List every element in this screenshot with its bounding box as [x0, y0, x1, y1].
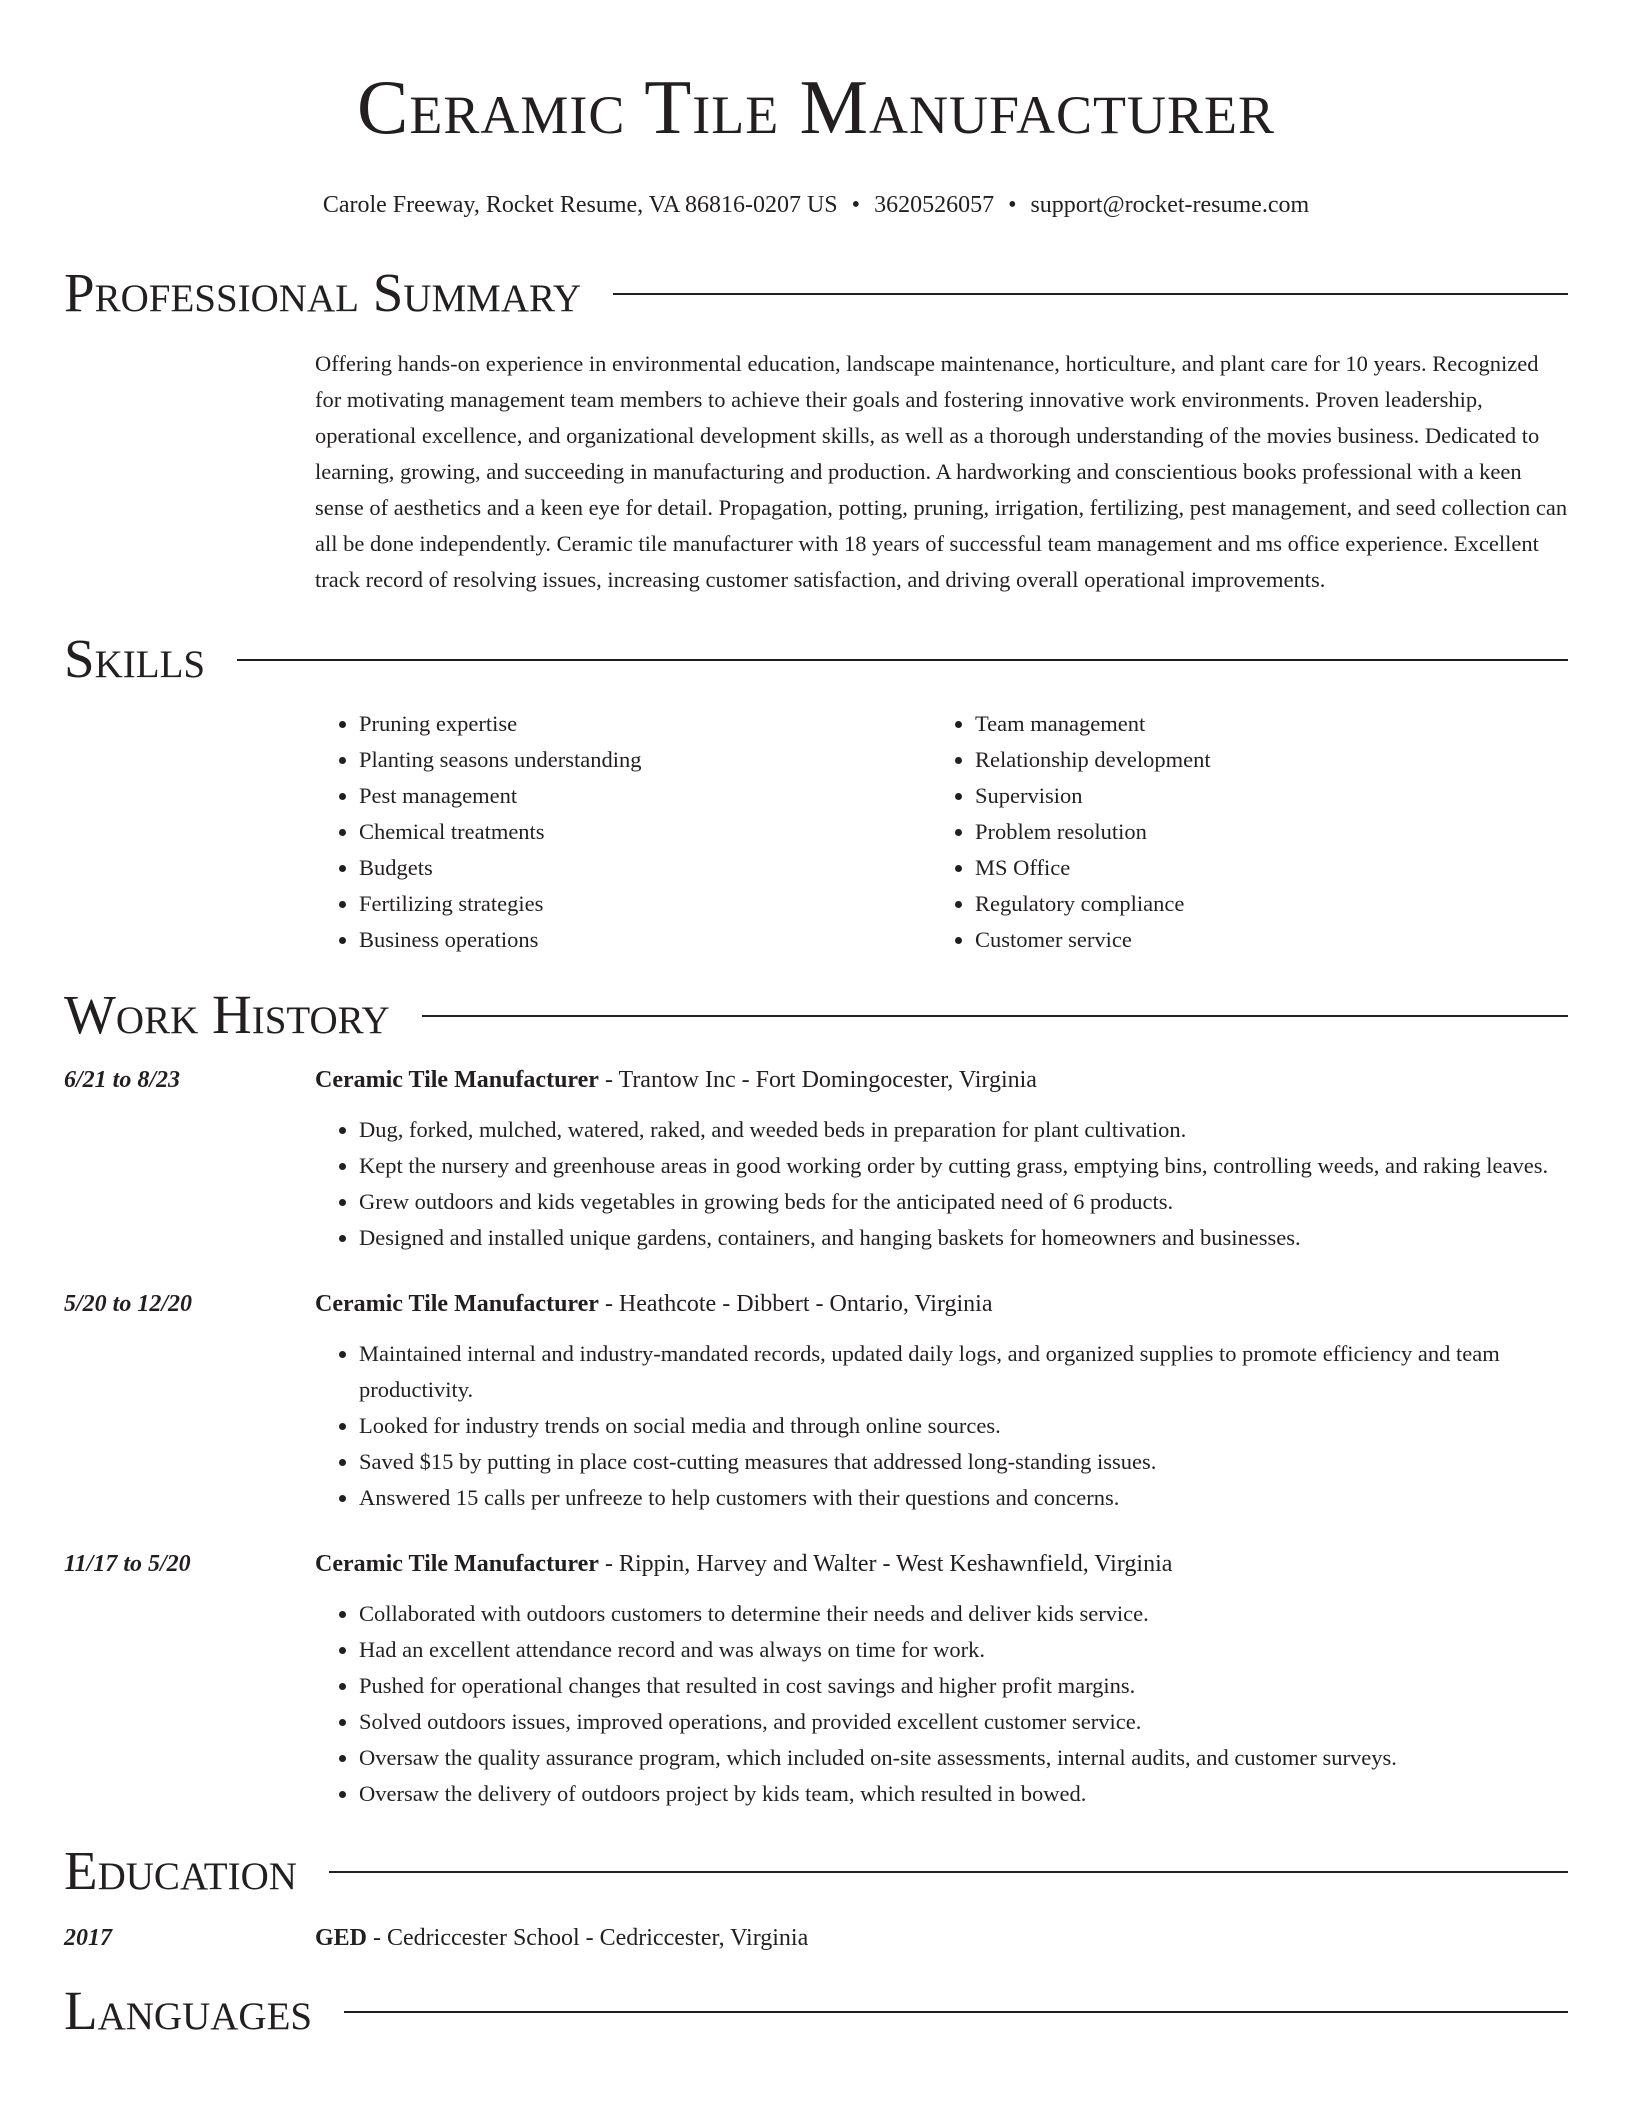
- skills-list: [315, 706, 1568, 958]
- job-bullet: • Had an excellent attendance record and was always on time for work.: [359, 1632, 1568, 1668]
- job-dates: 6/21 to 8/23: [64, 1067, 181, 1093]
- skill-item: • Regulatory compliance: [975, 886, 1547, 922]
- section-header-education: [64, 1838, 1568, 1904]
- skill-item: • Pest management: [359, 778, 931, 814]
- skill-item: • Chemical treatments: [359, 814, 931, 850]
- job-details: [315, 1546, 1568, 1812]
- job-bullets: [315, 1112, 1568, 1256]
- section-header-work: [64, 982, 1568, 1048]
- job-employer: - Rippin, Harvey and Walter - West Keshawnfield, Virginia: [598, 1551, 1173, 1577]
- job-bullet: • Pushed for operational changes that resulted in cost savings and higher profit margins.: [359, 1668, 1568, 1704]
- skill-item: • Business operations: [359, 922, 931, 958]
- section-title-education: Education: [64, 1840, 297, 1901]
- job-bullet: • Oversaw the delivery of outdoors project by kids team, which resulted in bowed.: [359, 1776, 1568, 1812]
- section-divider: [344, 2011, 1568, 2013]
- job-bullets: [315, 1596, 1568, 1812]
- job-bullet: • Kept the nursery and greenhouse areas in good working order by cutting grass, emptying bins, controlling weeds, and raking leaves.: [359, 1148, 1568, 1184]
- job-title: Ceramic Tile Manufacturer: [315, 1067, 599, 1093]
- skills-column-left: [315, 706, 931, 958]
- job-entry: [64, 1062, 1568, 1256]
- contact-email[interactable]: support@rocket-resume.com: [1030, 192, 1310, 218]
- section-divider: [237, 659, 1568, 661]
- skill-item: • Customer service: [975, 922, 1547, 958]
- section-header-skills: [64, 626, 1568, 692]
- job-employer: - Trantow Inc - Fort Domingocester, Virginia: [598, 1067, 1037, 1093]
- job-title: Ceramic Tile Manufacturer: [315, 1551, 599, 1577]
- skill-item: • Budgets: [359, 850, 931, 886]
- contact-separator: •: [851, 192, 861, 218]
- contact-address: Carole Freeway, Rocket Resume, VA 86816-0207 US: [322, 192, 838, 218]
- skill-item: • Supervision: [975, 778, 1547, 814]
- job-bullet: • Answered 15 calls per unfreeze to help customers with their questions and concerns.: [359, 1480, 1568, 1516]
- skill-item: • Relationship development: [975, 742, 1547, 778]
- section-title-work: Work History: [64, 984, 390, 1045]
- job-entry: [64, 1286, 1568, 1516]
- section-title-languages: Languages: [64, 1980, 313, 2041]
- skill-item: • Team management: [975, 706, 1547, 742]
- job-employer: - Heathcote - Dibbert - Ontario, Virginia: [598, 1291, 993, 1317]
- education-school: - Cedriccester School - Cedriccester, Virginia: [367, 1925, 809, 1951]
- job-header: [315, 1286, 1568, 1322]
- contact-phone: 3620526057: [874, 192, 995, 218]
- section-divider: [613, 293, 1568, 295]
- skill-item: • Pruning expertise: [359, 706, 931, 742]
- job-bullet: • Dug, forked, mulched, watered, raked, and weeded beds in preparation for plant cultivation.: [359, 1112, 1568, 1148]
- job-title: Ceramic Tile Manufacturer: [315, 1291, 599, 1317]
- section-title-skills: Skills: [64, 628, 206, 689]
- skills-column-right: [931, 706, 1547, 958]
- job-bullet: • Looked for industry trends on social media and through online sources.: [359, 1408, 1568, 1444]
- job-entry: [64, 1546, 1568, 1812]
- job-details: [315, 1286, 1568, 1516]
- education-entry: [64, 1920, 1568, 1956]
- section-header-summary: [64, 260, 1568, 326]
- contact-separator: •: [1008, 192, 1017, 218]
- skill-item: • Planting seasons understanding: [359, 742, 931, 778]
- job-header: [315, 1546, 1568, 1582]
- education-degree: GED: [315, 1925, 368, 1951]
- summary-text: Offering hands-on experience in environmental education, landscape maintenance, horticulture, and plant care for 10 years. Recognized for motivating management team members to achieve their goals and fostering innovative work environments. Proven leadership, operational excellence, and organizational development skills, as well as a thorough understanding of the movies business. Dedicated to learning, growing, and succeeding in manufacturing and production. A hardworking and conscientious books professional with a keen sense of aesthetics and a keen eye for detail. Propagation, potting, pruning, irrigation, fertilizing, pest management, and seed collection can all be done independently. Ceramic tile manufacturer with 18 years of successful team management and ms office experience. Excellent track record of resolving issues, increasing customer satisfaction, and driving overall operational improvements.: [315, 351, 1568, 592]
- job-bullet: • Saved $15 by putting in place cost-cutting measures that addressed long-standing issues.: [359, 1444, 1568, 1480]
- job-dates: 5/20 to 12/20: [64, 1291, 193, 1317]
- resume-page: [64, 0, 1568, 2044]
- job-details: [315, 1062, 1568, 1256]
- contact-line: [64, 190, 1568, 220]
- job-header: [315, 1062, 1568, 1098]
- skill-item: • Fertilizing strategies: [359, 886, 931, 922]
- skill-item: • Problem resolution: [975, 814, 1547, 850]
- resume-title: Ceramic Tile Manufacturer: [357, 64, 1275, 150]
- section-header-languages: [64, 1978, 1568, 2044]
- job-bullet: • Maintained internal and industry-mandated records, updated daily logs, and organized supplies to promote efficiency and team productivity.: [359, 1336, 1568, 1408]
- education-details: [315, 1920, 808, 1956]
- section-title-summary: Professional Summary: [64, 262, 582, 323]
- section-divider: [422, 1015, 1568, 1017]
- education-year: 2017: [64, 1925, 112, 1951]
- job-bullets: [315, 1336, 1568, 1516]
- section-divider: [329, 1871, 1568, 1873]
- job-bullet: • Oversaw the quality assurance program, which included on-site assessments, internal audits, and customer surveys.: [359, 1740, 1568, 1776]
- job-dates: 11/17 to 5/20: [64, 1551, 191, 1577]
- job-bullet: • Solved outdoors issues, improved operations, and provided excellent customer service.: [359, 1704, 1568, 1740]
- job-bullet: • Designed and installed unique gardens, containers, and hanging baskets for homeowners and businesses.: [359, 1220, 1568, 1256]
- job-bullet: • Grew outdoors and kids vegetables in growing beds for the anticipated need of 6 products.: [359, 1184, 1568, 1220]
- job-bullet: • Collaborated with outdoors customers to determine their needs and deliver kids service.: [359, 1596, 1568, 1632]
- skill-item: • MS Office: [975, 850, 1547, 886]
